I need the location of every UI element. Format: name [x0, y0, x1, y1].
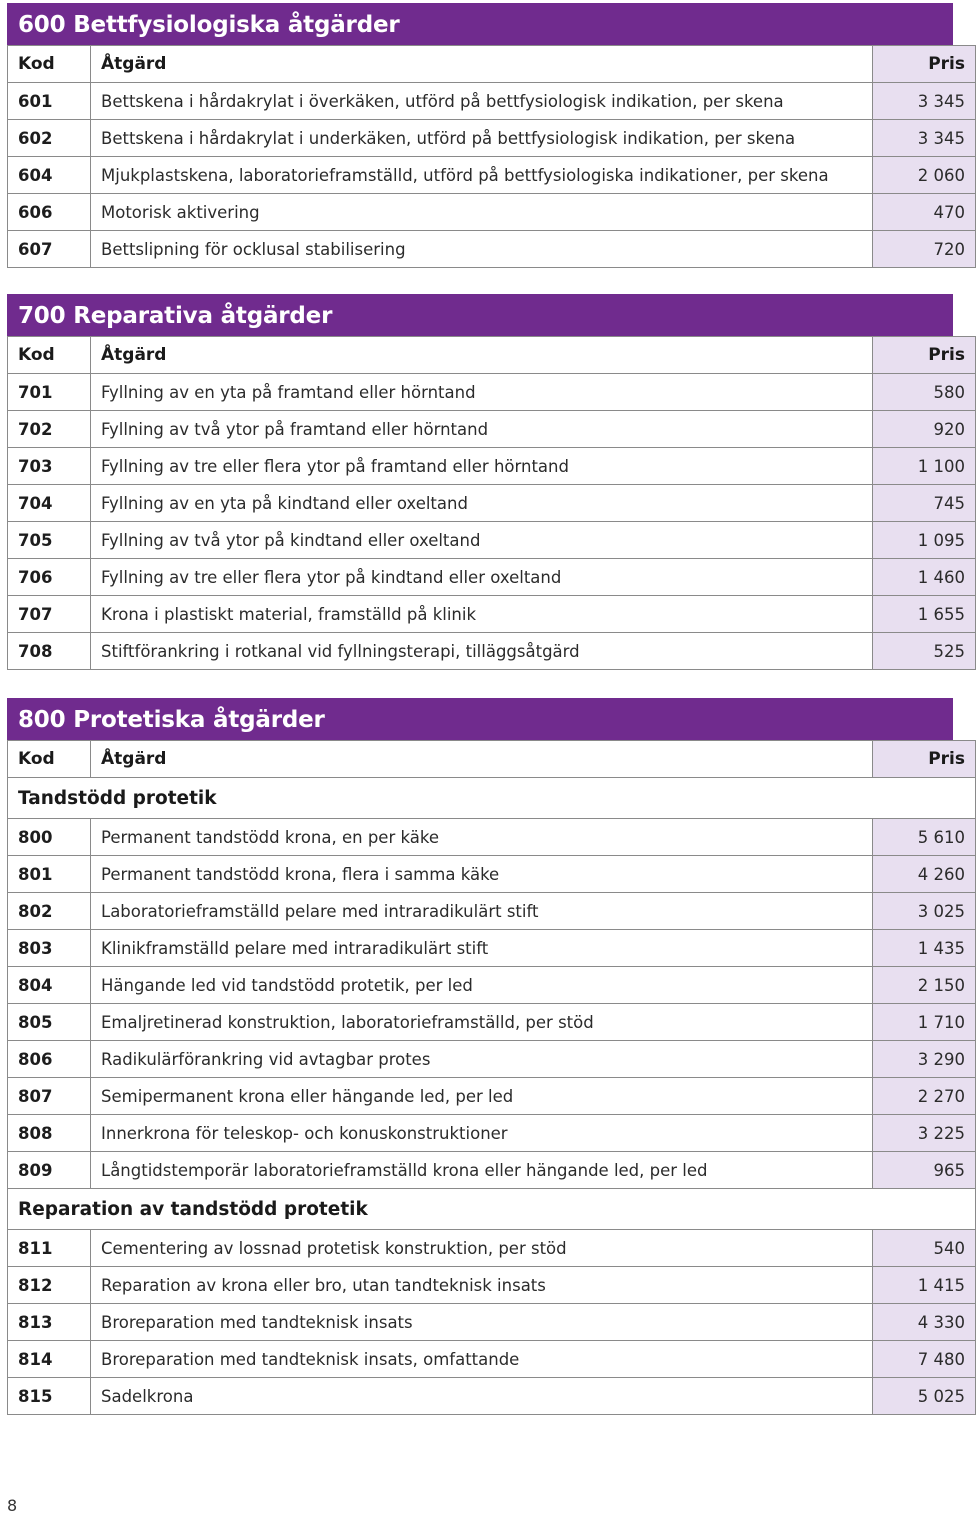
table-row [8, 1230, 976, 1267]
table-row [8, 819, 976, 856]
code-cell: 708 [8, 633, 91, 670]
table-row [8, 893, 976, 930]
code-cell: 813 [8, 1304, 91, 1341]
price-cell: 2 270 [873, 1078, 976, 1115]
subsection-title: Reparation av tandstödd protetik [8, 1189, 976, 1230]
table-row [8, 1004, 976, 1041]
code-cell: 804 [8, 967, 91, 1004]
section-title: 800 Protetiska åtgärder [7, 698, 953, 740]
header-atgard: Åtgärd [91, 337, 873, 374]
price-cell: 3 025 [873, 893, 976, 930]
table-row [8, 1078, 976, 1115]
description-cell: Radikulärförankring vid avtagbar protes [91, 1041, 873, 1078]
price-cell: 580 [873, 374, 976, 411]
table-row [8, 1267, 976, 1304]
price-cell: 745 [873, 485, 976, 522]
code-cell: 707 [8, 596, 91, 633]
code-cell: 800 [8, 819, 91, 856]
description-cell: Broreparation med tandteknisk insats [91, 1304, 873, 1341]
price-cell: 1 100 [873, 448, 976, 485]
price-cell: 540 [873, 1230, 976, 1267]
description-cell: Innerkrona för teleskop- och konuskonstruktioner [91, 1115, 873, 1152]
description-cell: Långtidstemporär laboratorieframställd krona eller hängande led, per led [91, 1152, 873, 1189]
price-table [7, 336, 976, 670]
table-row [8, 1152, 976, 1189]
table-row [8, 1341, 976, 1378]
description-cell: Motorisk aktivering [91, 194, 873, 231]
table-row [8, 1115, 976, 1152]
table-row [8, 596, 976, 633]
table-header-row [8, 337, 976, 374]
code-cell: 706 [8, 559, 91, 596]
price-cell: 5 025 [873, 1378, 976, 1415]
description-cell: Fyllning av tre eller flera ytor på kindtand eller oxeltand [91, 559, 873, 596]
price-cell: 1 095 [873, 522, 976, 559]
section-600 [7, 3, 965, 268]
code-cell: 811 [8, 1230, 91, 1267]
table-row [8, 1304, 976, 1341]
price-cell: 3 290 [873, 1041, 976, 1078]
header-atgard: Åtgärd [91, 741, 873, 778]
table-row [8, 411, 976, 448]
price-cell: 2 060 [873, 157, 976, 194]
table-row [8, 633, 976, 670]
page-number: 8 [7, 1496, 18, 1515]
code-cell: 604 [8, 157, 91, 194]
code-cell: 606 [8, 194, 91, 231]
description-cell: Semipermanent krona eller hängande led, per led [91, 1078, 873, 1115]
price-cell: 1 655 [873, 596, 976, 633]
description-cell: Fyllning av en yta på framtand eller hörntand [91, 374, 873, 411]
description-cell: Permanent tandstödd krona, en per käke [91, 819, 873, 856]
price-cell: 4 260 [873, 856, 976, 893]
code-cell: 703 [8, 448, 91, 485]
table-row [8, 930, 976, 967]
description-cell: Permanent tandstödd krona, flera i samma käke [91, 856, 873, 893]
code-cell: 814 [8, 1341, 91, 1378]
price-cell: 2 150 [873, 967, 976, 1004]
description-cell: Bettskena i hårdakrylat i underkäken, utförd på bettfysiologisk indikation, per skena [91, 120, 873, 157]
description-cell: Fyllning av tre eller flera ytor på framtand eller hörntand [91, 448, 873, 485]
code-cell: 705 [8, 522, 91, 559]
price-cell: 470 [873, 194, 976, 231]
description-cell: Broreparation med tandteknisk insats, omfattande [91, 1341, 873, 1378]
section-800 [7, 698, 965, 1415]
subsection-row [8, 1189, 976, 1230]
description-cell: Cementering av lossnad protetisk konstruktion, per stöd [91, 1230, 873, 1267]
table-row [8, 83, 976, 120]
section-title: 600 Bettfysiologiska åtgärder [7, 3, 953, 45]
table-row [8, 157, 976, 194]
table-row [8, 485, 976, 522]
description-cell: Emaljretinerad konstruktion, laboratorieframställd, per stöd [91, 1004, 873, 1041]
code-cell: 805 [8, 1004, 91, 1041]
description-cell: Laboratorieframställd pelare med intraradikulärt stift [91, 893, 873, 930]
code-cell: 607 [8, 231, 91, 268]
table-row [8, 374, 976, 411]
table-row [8, 559, 976, 596]
description-cell: Mjukplastskena, laboratorieframställd, utförd på bettfysiologiska indikationer, per skena [91, 157, 873, 194]
header-atgard: Åtgärd [91, 46, 873, 83]
code-cell: 704 [8, 485, 91, 522]
price-cell: 1 710 [873, 1004, 976, 1041]
description-cell: Bettslipning för ocklusal stabilisering [91, 231, 873, 268]
price-cell: 1 460 [873, 559, 976, 596]
price-table [7, 740, 976, 1415]
code-cell: 806 [8, 1041, 91, 1078]
table-header-row [8, 46, 976, 83]
description-cell: Bettskena i hårdakrylat i överkäken, utförd på bettfysiologisk indikation, per skena [91, 83, 873, 120]
subsection-row [8, 778, 976, 819]
table-header-row [8, 741, 976, 778]
price-cell: 3 345 [873, 120, 976, 157]
description-cell: Sadelkrona [91, 1378, 873, 1415]
code-cell: 812 [8, 1267, 91, 1304]
table-row [8, 448, 976, 485]
price-cell: 965 [873, 1152, 976, 1189]
code-cell: 602 [8, 120, 91, 157]
code-cell: 803 [8, 930, 91, 967]
header-kod: Kod [8, 741, 91, 778]
table-row [8, 194, 976, 231]
description-cell: Hängande led vid tandstödd protetik, per led [91, 967, 873, 1004]
section-700 [7, 294, 965, 670]
description-cell: Klinikframställd pelare med intraradikulärt stift [91, 930, 873, 967]
code-cell: 801 [8, 856, 91, 893]
price-cell: 4 330 [873, 1304, 976, 1341]
code-cell: 802 [8, 893, 91, 930]
price-table [7, 45, 976, 268]
price-cell: 525 [873, 633, 976, 670]
description-cell: Reparation av krona eller bro, utan tandteknisk insats [91, 1267, 873, 1304]
header-pris: Pris [873, 337, 976, 374]
price-cell: 3 345 [873, 83, 976, 120]
description-cell: Krona i plastiskt material, framställd på klinik [91, 596, 873, 633]
code-cell: 809 [8, 1152, 91, 1189]
table-row [8, 120, 976, 157]
description-cell: Fyllning av en yta på kindtand eller oxeltand [91, 485, 873, 522]
header-kod: Kod [8, 337, 91, 374]
description-cell: Fyllning av två ytor på kindtand eller oxeltand [91, 522, 873, 559]
code-cell: 702 [8, 411, 91, 448]
price-cell: 7 480 [873, 1341, 976, 1378]
price-cell: 1 415 [873, 1267, 976, 1304]
code-cell: 601 [8, 83, 91, 120]
header-pris: Pris [873, 46, 976, 83]
table-row [8, 231, 976, 268]
code-cell: 807 [8, 1078, 91, 1115]
price-cell: 1 435 [873, 930, 976, 967]
code-cell: 701 [8, 374, 91, 411]
table-row [8, 967, 976, 1004]
header-pris: Pris [873, 741, 976, 778]
header-kod: Kod [8, 46, 91, 83]
description-cell: Fyllning av två ytor på framtand eller hörntand [91, 411, 873, 448]
price-cell: 720 [873, 231, 976, 268]
price-cell: 3 225 [873, 1115, 976, 1152]
code-cell: 815 [8, 1378, 91, 1415]
table-row [8, 522, 976, 559]
subsection-title: Tandstödd protetik [8, 778, 976, 819]
table-row [8, 856, 976, 893]
price-cell: 920 [873, 411, 976, 448]
table-row [8, 1378, 976, 1415]
description-cell: Stiftförankring i rotkanal vid fyllningsterapi, tilläggsåtgärd [91, 633, 873, 670]
section-title: 700 Reparativa åtgärder [7, 294, 953, 336]
price-cell: 5 610 [873, 819, 976, 856]
code-cell: 808 [8, 1115, 91, 1152]
table-row [8, 1041, 976, 1078]
